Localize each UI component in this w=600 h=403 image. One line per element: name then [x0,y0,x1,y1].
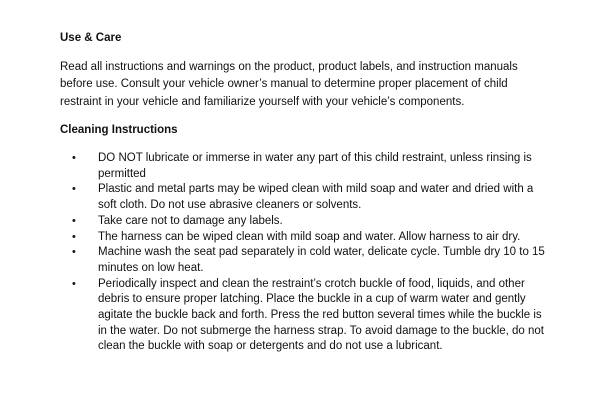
bullet-icon: • [72,214,76,227]
cleaning-instructions-list [72,151,552,355]
list-item-text: DO NOT lubricate or immerse in water any part of this child restraint, unless rinsing is permitted [98,152,532,180]
cleaning-instructions-heading: Cleaning Instructions [60,124,178,136]
bullet-icon: • [72,152,76,164]
list-item-text: Plastic and metal parts may be wiped clean with mild soap and water and dried with a soft cloth. Do not use abrasive cleaners or solvents. [98,183,534,212]
use-care-heading: Use & Care [60,32,122,44]
bullet-icon: • [72,277,76,290]
list-item [72,230,552,246]
list-item-text: Take care not to damage any labels. [98,214,283,227]
list-item [72,151,552,182]
list-item-text: Machine wash the seat pad separately in cold water, delicate cycle. Tumble dry 10 to 15 minutes on low heat. [98,246,545,274]
list-item [72,182,552,213]
use-care-paragraph: Read all instructions and warnings on the product, product labels, and instruction manuals before use. Consult your vehicle owner’s manual to determine proper placement of child restraint in your vehicle and familiarize yourself with your vehicle’s components. [60,61,518,108]
bullet-icon: • [72,246,76,259]
list-item-text: The harness can be wiped clean with mild soap and water. Allow harness to air dry. [98,230,521,243]
bullet-icon: • [72,230,76,243]
bullet-icon: • [72,183,76,196]
list-item-text: Periodically inspect and clean the restraint’s crotch buckle of food, liquids, and other debris to ensure proper latching. Place the buckle in a cup of warm water and gently agitate the buckle back and forth. Press the red button several times while the buckle is in the water. Do not submerge the harness strap. To avoid damage to the buckle, do not clean the buckle with soap or detergents and do not use a lubricant. [98,277,545,353]
list-item [72,214,552,230]
list-item [72,277,552,356]
list-item [72,245,552,276]
